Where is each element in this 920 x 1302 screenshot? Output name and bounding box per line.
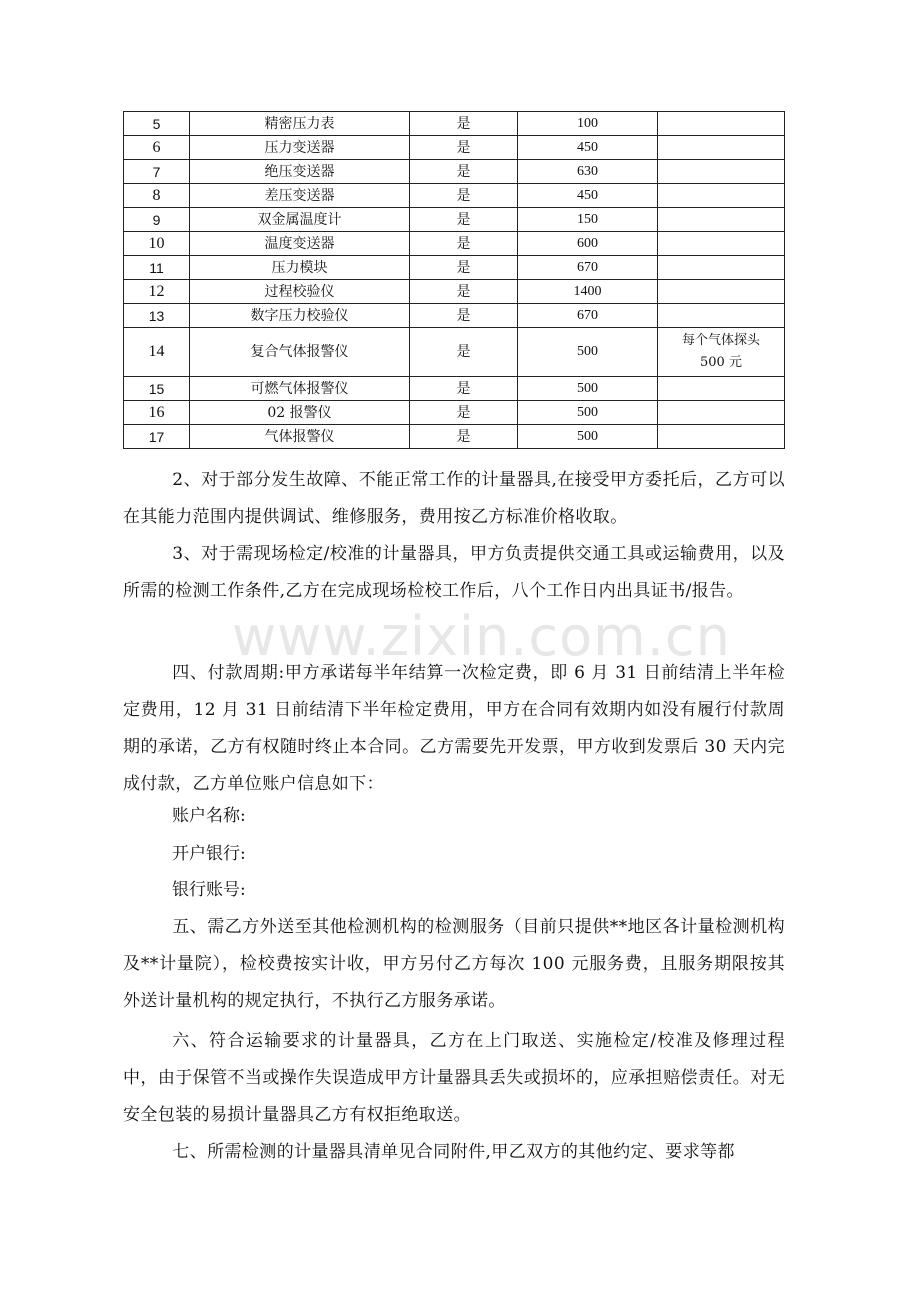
instrument-name: 差压变送器: [190, 184, 410, 208]
instrument-name: 气体报警仪: [190, 425, 410, 449]
row-number: 13: [124, 304, 190, 328]
price-value: 600: [518, 232, 658, 256]
note-cell: [658, 401, 785, 425]
note-cell: [658, 256, 785, 280]
table-row: [124, 425, 785, 449]
table-row: [124, 328, 785, 377]
instrument-name: 压力模块: [190, 256, 410, 280]
table-row: [124, 136, 785, 160]
price-value: 500: [518, 425, 658, 449]
paragraph-6-transport: 六、符合运输要求的计量器具，乙方在上门取送、实施检定/校准及修理过程中，由于保管不当或操作失误造成甲方计量器具丢失或损坏的，应承担赔偿责任。对无安全包装的易损计量器具乙方有权拒绝取送。: [123, 1031, 785, 1125]
table-row: [124, 232, 785, 256]
account-number-label: 银行账号:: [172, 880, 246, 900]
applicable-flag: 是: [410, 425, 518, 449]
applicable-flag: 是: [410, 160, 518, 184]
row-number: 5: [124, 112, 190, 136]
table-row: [124, 280, 785, 304]
applicable-flag: 是: [410, 184, 518, 208]
paragraph-5-outsourcing: 五、需乙方外送至其他检测机构的检测服务（目前只提供**地区各计量检测机构及**计量院），检校费按实计收，甲方另付乙方每次 100 元服务费，且服务期限按其外送计量机构的规定执行，不执行乙方服务承诺。: [123, 917, 785, 1011]
applicable-flag: 是: [410, 112, 518, 136]
price-value: 450: [518, 184, 658, 208]
note-cell: [658, 136, 785, 160]
note-cell: [658, 304, 785, 328]
table-row: [124, 304, 785, 328]
table-row: [124, 112, 785, 136]
bank-label: 开户银行:: [172, 844, 246, 864]
note-cell: [658, 280, 785, 304]
price-value: 500: [518, 401, 658, 425]
instrument-name: 绝压变送器: [190, 160, 410, 184]
price-value: 100: [518, 112, 658, 136]
row-number: 12: [124, 280, 190, 304]
row-number: 15: [124, 377, 190, 401]
row-number: 16: [124, 401, 190, 425]
applicable-flag: 是: [410, 304, 518, 328]
applicable-flag: 是: [410, 136, 518, 160]
row-number: 17: [124, 425, 190, 449]
table-row: [124, 256, 785, 280]
row-number: 7: [124, 160, 190, 184]
price-value: 450: [518, 136, 658, 160]
note-cell: [658, 208, 785, 232]
row-number: 8: [124, 184, 190, 208]
applicable-flag: 是: [410, 256, 518, 280]
price-value: 500: [518, 377, 658, 401]
note-cell: [658, 112, 785, 136]
table-row: [124, 401, 785, 425]
price-value: 630: [518, 160, 658, 184]
instrument-name: 复合气体报警仪: [190, 328, 410, 377]
account-name-label: 账户名称:: [172, 806, 246, 826]
applicable-flag: 是: [410, 208, 518, 232]
table-row: [124, 208, 785, 232]
paragraph-4-payment: 四、付款周期:甲方承诺每半年结算一次检定费，即 6 月 31 日前结清上半年检定费用，12 月 31 日前结清下半年检定费用，甲方在合同有效期内如没有履行付款周期的承诺，乙方有权随时终止本合同。乙方需要先开发票，甲方收到发票后 30 天内完成付款，乙方单位账户信息如下：: [123, 663, 785, 794]
applicable-flag: 是: [410, 328, 518, 377]
note-cell: [658, 232, 785, 256]
note-cell: [658, 160, 785, 184]
note-line: 500 元: [700, 355, 742, 370]
row-number: 10: [124, 232, 190, 256]
instrument-name: 双金属温度计: [190, 208, 410, 232]
paragraph-3: 3、对于需现场检定/校准的计量器具，甲方负责提供交通工具或运输费用，以及所需的检测工作条件,乙方在完成现场检校工作后，八个工作日内出具证书/报告。: [123, 544, 785, 601]
row-number: 6: [124, 136, 190, 160]
table-row: [124, 184, 785, 208]
instrument-price-table: [123, 111, 785, 449]
note-line: 每个气体探头: [681, 333, 760, 348]
applicable-flag: 是: [410, 401, 518, 425]
applicable-flag: 是: [410, 280, 518, 304]
note-cell: [658, 184, 785, 208]
table-row: [124, 377, 785, 401]
applicable-flag: 是: [410, 232, 518, 256]
watermark: www.zixin.com.cn: [232, 605, 731, 668]
paragraph-7-appendix: 七、所需检测的计量器具清单见合同附件,甲乙双方的其他约定、要求等都: [172, 1142, 735, 1162]
paragraph-2: 2、对于部分发生故障、不能正常工作的计量器具,在接受甲方委托后，乙方可以在其能力范围内提供调试、维修服务，费用按乙方标准价格收取。: [123, 470, 785, 527]
note-cell: [658, 328, 785, 377]
note-cell: [658, 425, 785, 449]
instrument-name: 过程校验仪: [190, 280, 410, 304]
instrument-name: 压力变送器: [190, 136, 410, 160]
row-number: 9: [124, 208, 190, 232]
instrument-name: 温度变送器: [190, 232, 410, 256]
table-body: [124, 112, 785, 449]
instrument-name: 02 报警仪: [190, 401, 410, 425]
price-value: 670: [518, 256, 658, 280]
price-value: 150: [518, 208, 658, 232]
applicable-flag: 是: [410, 377, 518, 401]
price-value: 670: [518, 304, 658, 328]
row-number: 11: [124, 256, 190, 280]
price-value: 1400: [518, 280, 658, 304]
price-value: 500: [518, 328, 658, 377]
instrument-name: 精密压力表: [190, 112, 410, 136]
note-cell: [658, 377, 785, 401]
table-row: [124, 160, 785, 184]
instrument-name: 可燃气体报警仪: [190, 377, 410, 401]
instrument-name: 数字压力校验仪: [190, 304, 410, 328]
row-number: 14: [124, 328, 190, 377]
